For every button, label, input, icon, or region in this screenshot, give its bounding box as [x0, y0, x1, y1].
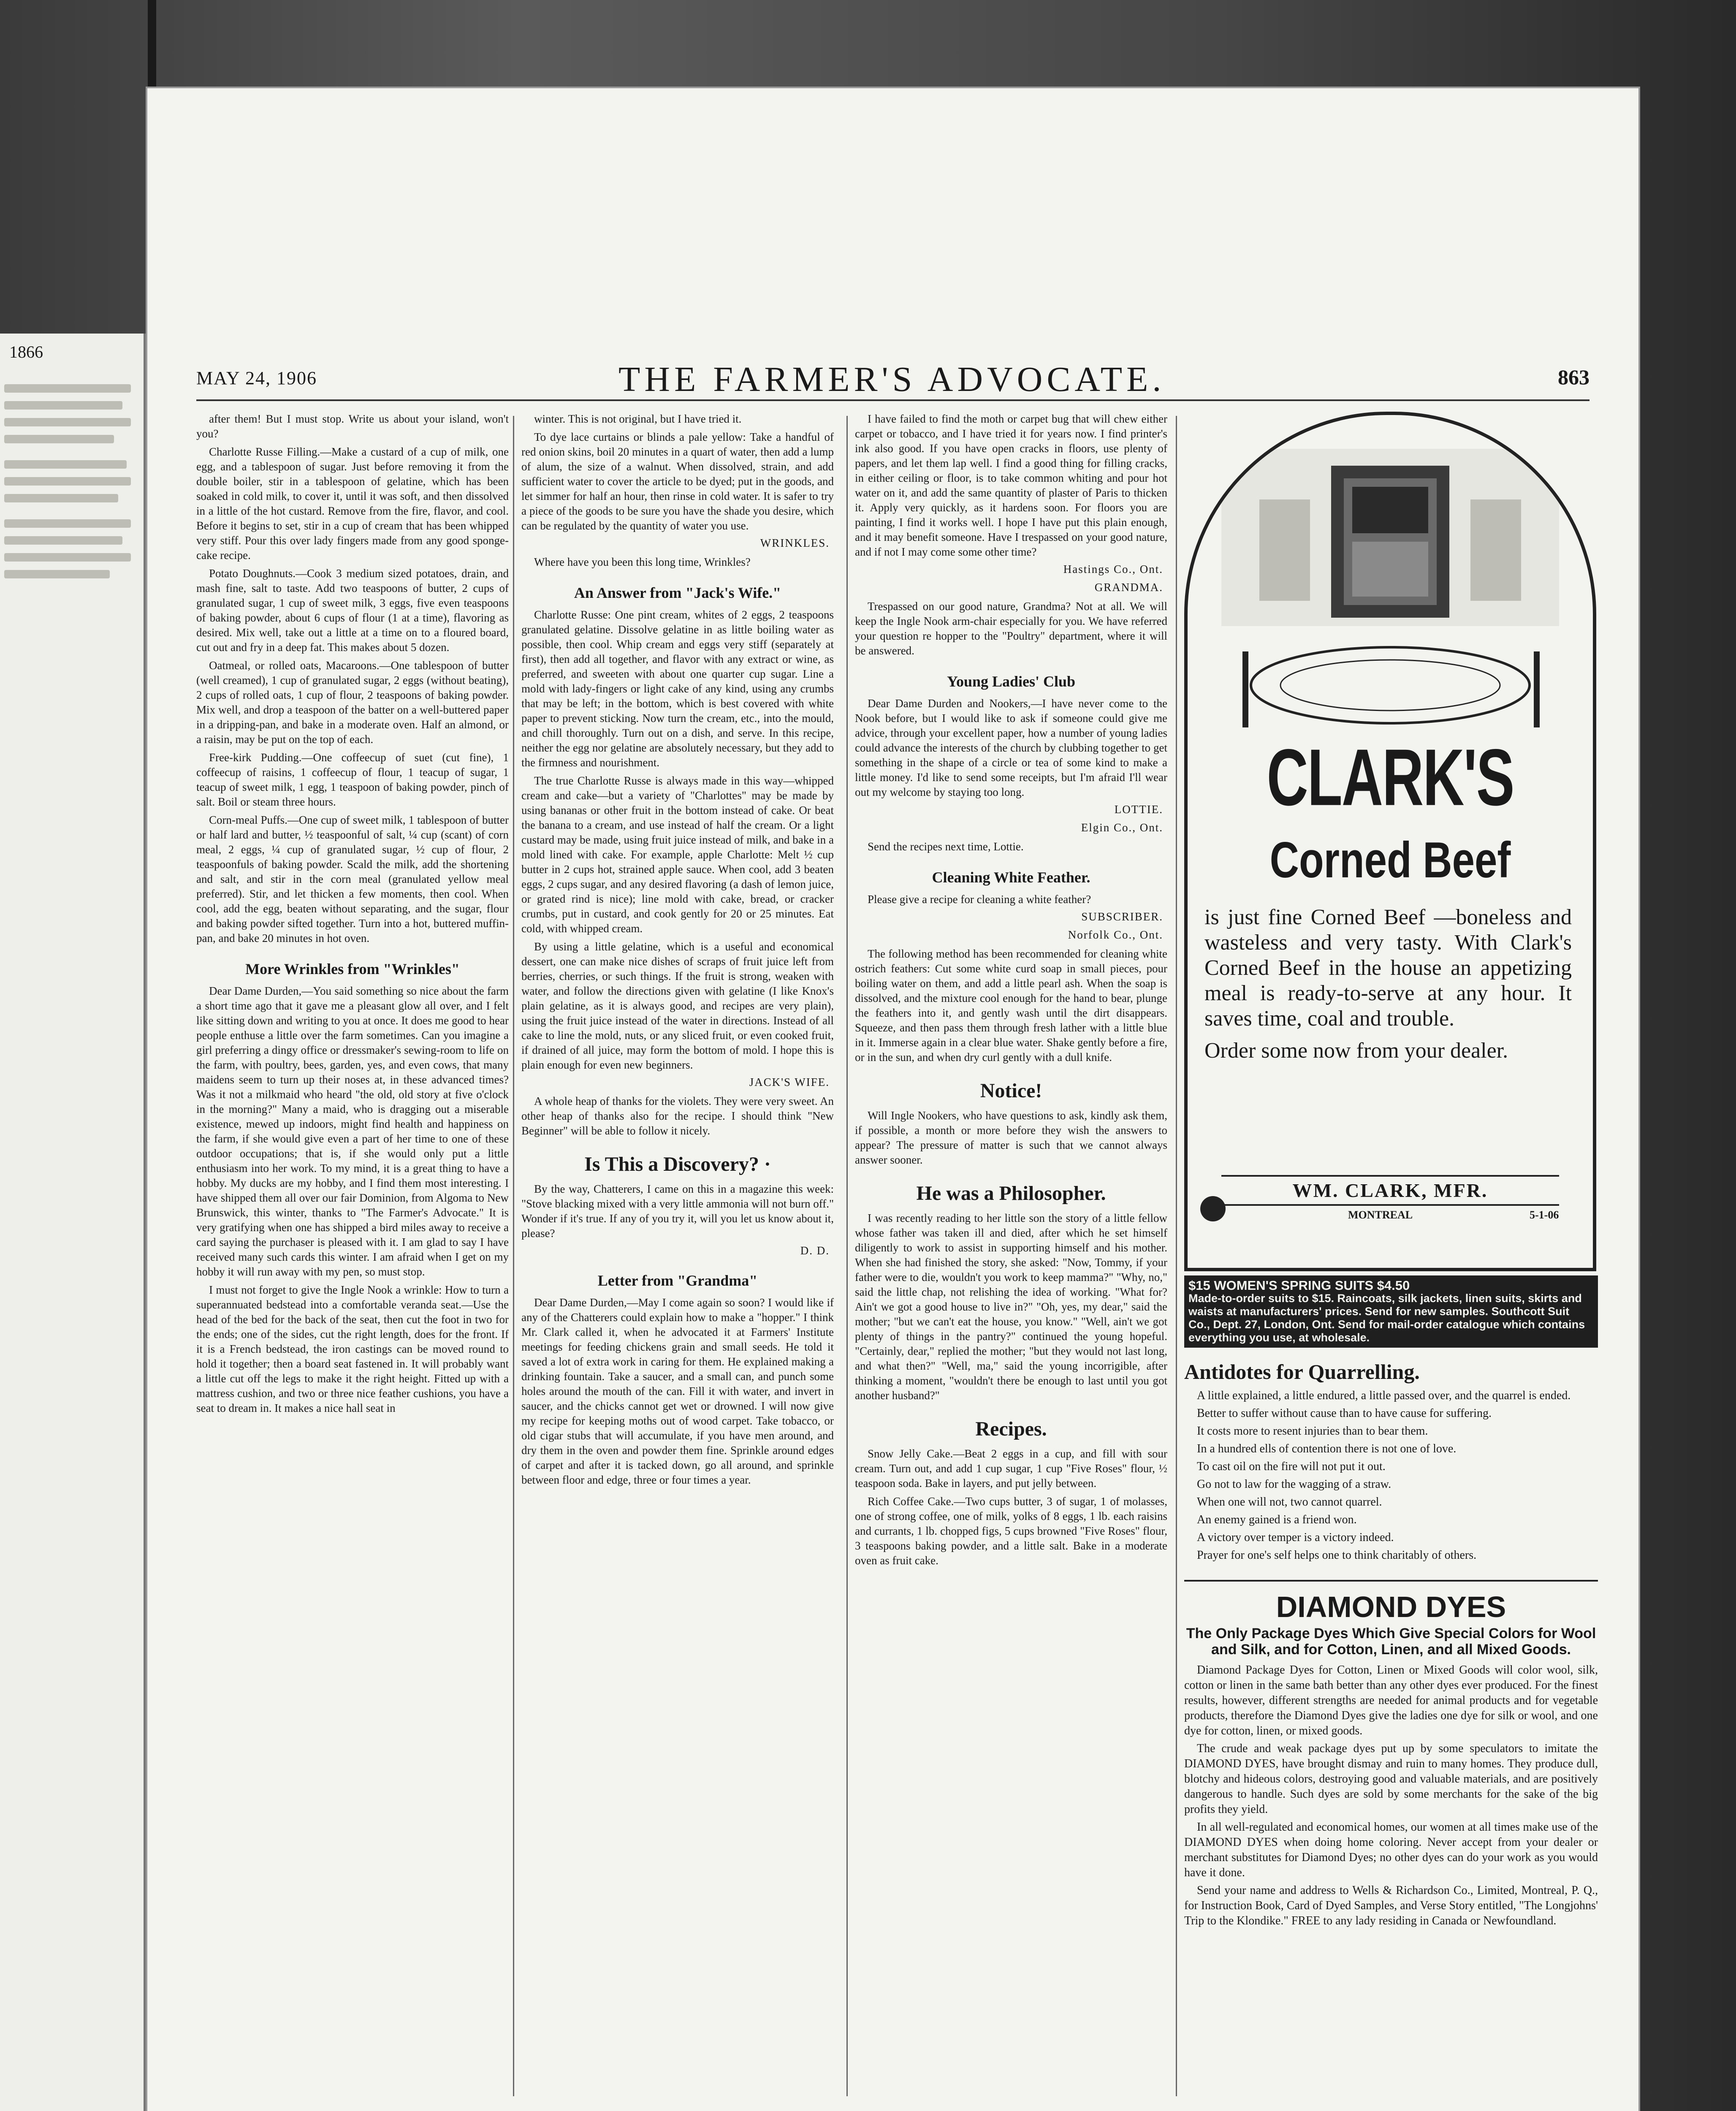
clarks-ad-body — [1204, 905, 1572, 1070]
section-heading: Young Ladies' Club — [947, 673, 1076, 690]
column-1 — [196, 412, 509, 2100]
letter-place: Hastings Co., Ont. — [1063, 563, 1163, 575]
article-text: By the way, Chatterers, I came on this in a magazine this week: "Stove blacking mixed with a very little ammonia will not burn off." Wonder if it's true. If any of you try it, will you let us know about it, please? — [521, 1183, 834, 1240]
manufacturer-name: WM. CLARK, MFR. — [1221, 1175, 1559, 1206]
ad-copy: Send your name and address to Wells & Richardson Co., Limited, Montreal, P. Q., for Instruction Book, Card of Dyed Samples, and Verse Story entitled, "The Longjohns' Trip to the Klondike." FREE to any lady residing in Canada or Newfoundland. — [1184, 1884, 1598, 1927]
editor-reply: Trespassed on our good nature, Grandma? Not at all. We will keep the Ingle Nook arm-chair especially for you. We have referred your question re hopper to the "Poultry" department, where it will be answered. — [855, 600, 1167, 657]
ad-copy: In all well-regulated and economical homes, our women at all times make use of the DIAMOND DYES when doing home coloring. Never accept from your dealer or merchant substitutes for Diamond Dyes; no other dyes can do your work as you would have it done. — [1184, 1821, 1598, 1879]
editor-reply: Send the recipes next time, Lottie. — [868, 840, 1024, 853]
section-heading: Antidotes for Quarrelling. — [1184, 1360, 1420, 1384]
section-heading: Recipes. — [975, 1418, 1047, 1440]
column-rule — [846, 416, 848, 2096]
proverb: Go not to law for the wagging of a straw. — [1197, 1478, 1392, 1491]
column-3 — [855, 412, 1167, 2100]
proverb: To cast oil on the fire will not put it out. — [1197, 1460, 1386, 1473]
suits-ad-body: Made-to-order suits to $15. Raincoats, silk jackets, linen suits, skirts and waists at manufacturers' prices. Send for new samples. Southcott Suit Co., Dept. 27, London, Ont. Send for mail-order catalogue which contains everything you use, at wholesale. — [1188, 1292, 1585, 1344]
suits-ad-headline: $15 WOMEN'S SPRING SUITS $4.50 — [1188, 1278, 1410, 1293]
ad-copy: is just fine Corned Beef —boneless and wasteless and very tasty. With Clark's Corned Beef in the house an appetizing meal is ready-to-serve at any hour. It saves time, coal and trouble. — [1204, 905, 1572, 1031]
corned-beef-product: Corned Beef — [1269, 832, 1511, 889]
womens-suits-ad — [1184, 1275, 1598, 1348]
header-rule — [196, 399, 1590, 401]
proverb: A little explained, a little endured, a little passed over, and the quarrel is ended. — [1197, 1389, 1571, 1402]
letter-signature: SUBSCRIBER. — [1081, 910, 1163, 923]
column-2 — [521, 412, 834, 2100]
section-heading: More Wrinkles from "Wrinkles" — [245, 961, 460, 977]
clarks-corned-beef-ad — [1184, 412, 1596, 1271]
clarks-brand-name: CLARK'S — [1267, 732, 1514, 822]
proverb: An enemy gained is a friend won. — [1197, 1513, 1357, 1526]
proverb: A victory over temper is a victory indeed. — [1197, 1531, 1394, 1544]
antidotes-list — [1184, 1388, 1598, 1563]
letter-place: Elgin Co., Ont. — [1081, 821, 1163, 834]
proverb: Prayer for one's self helps one to think charitably of others. — [1197, 1549, 1477, 1562]
manufacturer-city: MONTREAL — [1348, 1209, 1413, 1221]
letter-text: Charlotte Russe: One pint cream, whites of 2 eggs, 2 teaspoons granulated gelatine. Dissolve gelatine in as little boiling water as possible, then cool. Whip cream and eggs very stiff (separately at first), then add all together, and flavor with any extract or wine, as preferred, and sweeten with about one quarter cup sugar. Line a mold with lady-fingers or light cake of any kind, using any crumbs that may be left; in the bottom, which is best covered with white paper to prevent sticking. Now turn the cream, etc., into the mould, and chill thoroughly. Turn out on a dish, and serve. In this recipe, neither the egg nor gelatine are absolutely necessary, but they add to the firmness and nourishment. — [521, 608, 834, 769]
article-text: I was recently reading to her little son the story of a little fellow whose father was taken ill and died, after which he set himself diligently to work to assist in supporting himself and his mother. When she had finished the story, she asked: "Now, Tommy, if your father were to die, wouldn't you work to keep mamma?" "Why, no," said the little chap, not relishing the idea of working. "What for? Ain't we got a good house to live in?" "Oh, yes, my dear," said the mother; "but we can't eat the house, you know." "Well, ain't we got plenty of things in the pantry?" continued the young hopeful. "Certainly, dear," replied the mother; "but they would not last long, and what then?" "Well, ma," said the young incorrigible, after thinking a moment, "wouldn't there be enough to last until you got another husband?" — [855, 1212, 1167, 1402]
dining-table-illustration — [1221, 449, 1559, 744]
page-number: 863 — [1558, 365, 1590, 389]
ad-code: 5-1-06 — [1530, 1209, 1559, 1221]
letter-text: To dye lace curtains or blinds a pale yellow: Take a handful of red onion skins, boil 20 minutes in a quart of water, then add a lump of alum, the size of a walnut. When dissolved, strain, and add sufficient water to cover the article to be dyed; put in the goods, and let simmer for half an hour, then rinse in cold water. It is safer to try a piece of the goods to be sure you have the shade you desire, which can be regulated by the quantity of water you use. — [521, 431, 834, 532]
letter-signature: D. D. — [800, 1244, 830, 1257]
column-rule — [513, 416, 514, 2096]
facing-page-number: 1866 — [9, 342, 43, 361]
proverb: When one will not, two cannot quarrel. — [1197, 1495, 1382, 1509]
facing-page-fragment — [0, 334, 146, 2111]
section-heading: An Answer from "Jack's Wife." — [574, 584, 781, 601]
section-heading: Letter from "Grandma" — [597, 1272, 758, 1289]
recipe-potato-doughnuts: Potato Doughnuts.—Cook 3 medium sized potatoes, drain, and mash fine, salt to taste. Add two teaspoons of butter, 2 cups of granulated sugar, 1 cup of sweet milk, 3 eggs, five even teaspoons of baking powder, about 6 cups of flour (1 at a time), flavoring as desired. Mix well, take out a little at a time on to a floured board, cut out and fry in a deep fat. This makes about 5 dozen. — [196, 567, 509, 654]
article-text: The following method has been recommended for cleaning white ostrich feathers: Cut some white curd soap in small pieces, pour boiling water on them, and add a little pearl ash. When the soap is dissolved, and the mixture cool enough for the hand to bear, plunge the feathers into it, and gently wash until the dirt disappears. Squeeze, and then pass them through fresh lather with a little blue in it. Immerse again in a clear blue water. Shake gently before a fire, or in the sun, and when dry curl gently with a dull knife. — [855, 947, 1167, 1064]
letter-signature: WRINKLES. — [760, 537, 830, 549]
recipe-rich-coffee-cake: Rich Coffee Cake.—Two cups butter, 3 of sugar, 1 of molasses, one of strong coffee, one of milk, yolks of 8 eggs, 1 lb. each raisins and currants, 1 lb. chopped figs, 5 cups browned "Five Roses" flour, 3 teaspoons baking powder, and a little salt. Bake in a moderate oven as fruit cake. — [855, 1495, 1167, 1567]
section-heading: Notice! — [980, 1080, 1042, 1102]
article-text: after them! But I must stop. Write us about your island, won't you? — [196, 412, 509, 440]
proverb: It costs more to resent injuries than to bear them. — [1197, 1425, 1428, 1438]
letter-text: By using a little gelatine, which is a useful and economical dessert, one can make nice dishes of scraps of fruit juice left from berries, cherries, or such things. If the fruit is strong, weaken with water, and follow the directions given with gelatine (I like Knox's plain gelatine, as it is always good, and recipes are very plain), using the fruit juice instead of the water in directions. Instead of all cake to line the mold, nuts, or any sliced fruit, or even cooked fruit, if drained of all juice, may form the bottom of mold. I hope this is plain enough for even new beginners. — [521, 940, 834, 1071]
ad-copy: Diamond Package Dyes for Cotton, Linen or Mixed Goods will color wool, silk, cotton or linen in the same bath better than any other dyes ever produced. For the finest results, however, different strengths are needed for animal products and for vegetable products, therefore the Diamond Dyes give the ladies one dye for silk or wool, and one dye for cotton, linen, or mixed goods. — [1184, 1663, 1598, 1737]
section-heading: He was a Philosopher. — [916, 1182, 1106, 1205]
recipe-snow-jelly-cake: Snow Jelly Cake.—Beat 2 eggs in a cup, and fill with sour cream. Turn out, and add 1 cup sugar, 1 cup "Five Roses" flour, ½ teaspoon soda. Bake in layers, and put jelly between. — [855, 1447, 1167, 1490]
section-heading: Is This a Discovery? · — [584, 1153, 771, 1175]
proverb: In a hundred ells of contention there is not one of love. — [1197, 1442, 1457, 1455]
letter-text: Dear Dame Durden,—You said something so nice about the farm a short time ago that it gave me a pleasant glow all over, and I felt like sitting down and writing to you at once. It does me good to hear people enthuse a little over the farm sometimes. Can you imagine a girl preferring a dingy office or dressmaker's sewing-room to life on the farm, with poultry, bees, garden, yes, and even cows, that many maidens seem to turn up their noses at, in these advanced times? Was it not a milkmaid who heard "the old, old story at five o'clock in the morning?" Many a maid, who is dragging out a miserable existence, mewed up indoors, might find health and happiness on the farm, if she would give even a part of her time to one of these outdoor occupations; that is, if she would only put a little enthusiasm into her work. To my mind, it is a great thing to have a hobby. My ducks are my hobby, and I find them most interesting. I have shipped them all over our fair Dominion, from Algoma to New Brunswick, this winter, thanks to "The Farmer's Advocate." It is very gratifying when one has shipped a bird miles away to receive a card saying the purchaser is pleased with it. I am glad to say I have received many such cards this winter. I am afraid when I get on my hobby it will run away with my pen, so must stop. — [196, 985, 509, 1278]
letter-text: Dear Dame Durden,—May I come again so soon? I would like if any of the Chatterers could explain how to make a "hopper." I think Mr. Clark called it, when he advocated it at Farmers' Institute meetings for feeding chickens grain and small seeds. He told it saved a lot of extra work in caring for them. He explained making a drinking fountain. Take a saucer, and a small can, and punch some holes around the mouth of the can. Fill it with water, and invert in saucer, and the chicks cannot get wet or drowned. I will now give my recipe for keeping moths out of wood carpet. Take tobacco, or old cigar stubs that will accumulate, if you have men around, and dry them in the oven and powder them fine. Sprinkle around edges of carpet and after it is tacked down, go all around, and sprinkle between floor and edge, three or four times a year. — [521, 1296, 834, 1486]
section-heading: Cleaning White Feather. — [932, 869, 1090, 886]
letter-text: Please give a recipe for cleaning a white feather? — [868, 893, 1091, 906]
ad-copy: Order some now from your dealer. — [1204, 1039, 1508, 1063]
proverb: Better to suffer without cause than to have cause for suffering. — [1197, 1407, 1492, 1420]
letter-signature: JACK'S WIFE. — [749, 1076, 830, 1088]
newspaper-page — [146, 87, 1640, 2111]
letter-text: winter. This is not original, but I have tried it. — [534, 412, 742, 425]
recipe-free-kirk-pudding: Free-kirk Pudding.—One coffeecup of suet (cut fine), 1 coffeecup of raisins, 1 coffeecup of flour, 1 teacup of sugar, 1 teacup of sweet milk, 1 egg, 1 teaspoon of baking powder, pinch of salt. Boil or steam three hours. — [196, 751, 509, 808]
letter-text: I must not forget to give the Ingle Nook a wrinkle: How to turn a superannuated bedstead into a comfortable veranda seat.—Use the head of the bed for the back of the seat, then cut the foot in two for the ends; one of the sides, cut the right length, does for the front. If it is a French bedstead, the iron castings can be moved round to hold it together; then a board seat fastened in. It will probably want a little cut off the legs to make it the right height. Fitted up with a mattress cushion, and two or three nice feather cushions, you have a seat to dream in. It makes a nice hall seat in — [196, 1283, 509, 1414]
masthead-title: THE FARMER'S ADVOCATE. — [618, 360, 1166, 399]
recipe-corn-meal-puffs: Corn-meal Puffs.—One cup of sweet milk, 1 tablespoon of butter or half lard and butter, ½ teaspoonful of salt, ¼ cup (scant) of corn meal, 2 eggs, ¼ cup of granulated sugar, ½ cup of flour, 2 teaspoonfuls of baking powder. Scald the milk, add the shortening and salt, and stir in the corn meal (granulated yellow meal preferred). Stir, and let thicken a few moments, then cool. When cool, add the egg, beaten without separating, and the sugar, flour and baking powder sifted together. Turn into a hot, buttered muffin-pan, and bake 20 minutes in hot oven. — [196, 814, 509, 944]
issue-date: MAY 24, 1906 — [196, 368, 317, 388]
letter-text: Dear Dame Durden and Nookers,—I have never come to the Nook before, but I would like to ask if someone could give me advice, through your excellent paper, how a number of young ladies could advance the interests of the church by clubbing together to get something in the shape of a circle or tea of some kind to make a little money. I'd like to send some receipts, but I'm afraid I'll wear out my welcome by staying too long. — [855, 697, 1167, 798]
page-header — [196, 359, 1590, 397]
letter-signature: LOTTIE. — [1114, 803, 1163, 816]
letter-text: I have failed to find the moth or carpet bug that will chew either carpet or tobacco, and I have tried it for years now. I find printer's ink also good. If you have open cracks in floors, use plenty of papers, and let them lap well. I find a good thing for filling cracks, in either ceiling or floor, is to take common whiting and pour hot water on it, and add the same quantity of plaster of Paris to thicken it. Apply very quickly, as it hardens soon. For floors you are painting, I find it works well. I hope I have put this plain enough, and it may benefit someone. Have I trespassed on your good nature, and if not I may come some other time? — [855, 412, 1167, 558]
letter-signature: GRANDMA. — [1094, 581, 1163, 594]
diamond-dyes-subhead: The Only Package Dyes Which Give Special Colors for Wool and Silk, and for Cotton, Linen, and all Mixed Goods. — [1186, 1625, 1596, 1658]
ad-copy: The crude and weak package dyes put up by some speculators to imitate the DIAMOND DYES, have brought dismay and ruin to many homes. They produce dull, blotchy and hideous colors, destroying good and valuable materials, and are positively dangerous to handle. Such dyes are sold by some merchants for the sake of the big profits they yield. — [1184, 1742, 1598, 1816]
editor-reply: A whole heap of thanks for the violets. They were very sweet. An other heap of thanks also for the recipe. I should think "New Beginner" will be able to follow it nicely. — [521, 1095, 834, 1137]
diamond-dyes-ad — [1184, 1580, 1598, 1929]
article-text: Will Ingle Nookers, who have questions to ask, kindly ask them, if possible, a month or more before they wish the answers to appear? The pressure of matter is such that we cannot always answer sooner. — [855, 1109, 1167, 1166]
advertisement-column — [1184, 412, 1598, 1931]
recipe-oatmeal-macaroons: Oatmeal, or rolled oats, Macaroons.—One tablespoon of butter (well creamed), 1 cup of granulated sugar, 2 eggs (without beating), 2 cups of rolled oats, 1 cup of flour, 2 teaspoons of baking powder. Mix well, and drop a teaspoon of the batter on a well-buttered paper in a dripping-pan, and bake in a moderate oven. Half an almond, or a raisin, may be put on the top of each. — [196, 659, 509, 746]
editor-reply: Where have you been this long time, Wrinkles? — [534, 556, 751, 568]
diamond-dyes-headline: DIAMOND DYES — [1184, 1580, 1598, 1624]
column-rule — [1176, 416, 1177, 2096]
letter-place: Norfolk Co., Ont. — [1068, 928, 1163, 941]
recipe-charlotte-russe-filling: Charlotte Russe Filling.—Make a custard of a cup of milk, one egg, and a tablespoon of sugar. Just before removing it from the double boiler, stir in a tablespoon of gelatine, which has been soaked in cold milk, to cover it, until it was soft, and then dissolved in a little of the hot custard. Remove from the fire, flavor, and cool. Before it begins to set, stir in a cup of cream that has been whipped very stiff. Pour this over lady fingers made from any good sponge-cake recipe. — [196, 445, 509, 562]
letter-text: The true Charlotte Russe is always made in this way—whipped cream and cake—but a variety of "Charlottes" may be made by using bananas or other fruit in the bottom instead of cake. Or beat the banana to a cream, and use instead of half the cream. Or a light custard may be made, using fruit juice instead of milk, and bake in a mold lined with cake. For example, apple Charlotte: Melt ½ cup butter in 2 cups hot, strained apple sauce. When cool, add 3 beaten eggs, 2 cups sugar, and any desired flavoring (a dash of lemon juice, or grated rind is nice); line mold with cake, bread, or cracker crumbs, put in custard, and cook gently for 20 or 25 minutes. Eat cold, with whipped cream. — [521, 774, 834, 935]
